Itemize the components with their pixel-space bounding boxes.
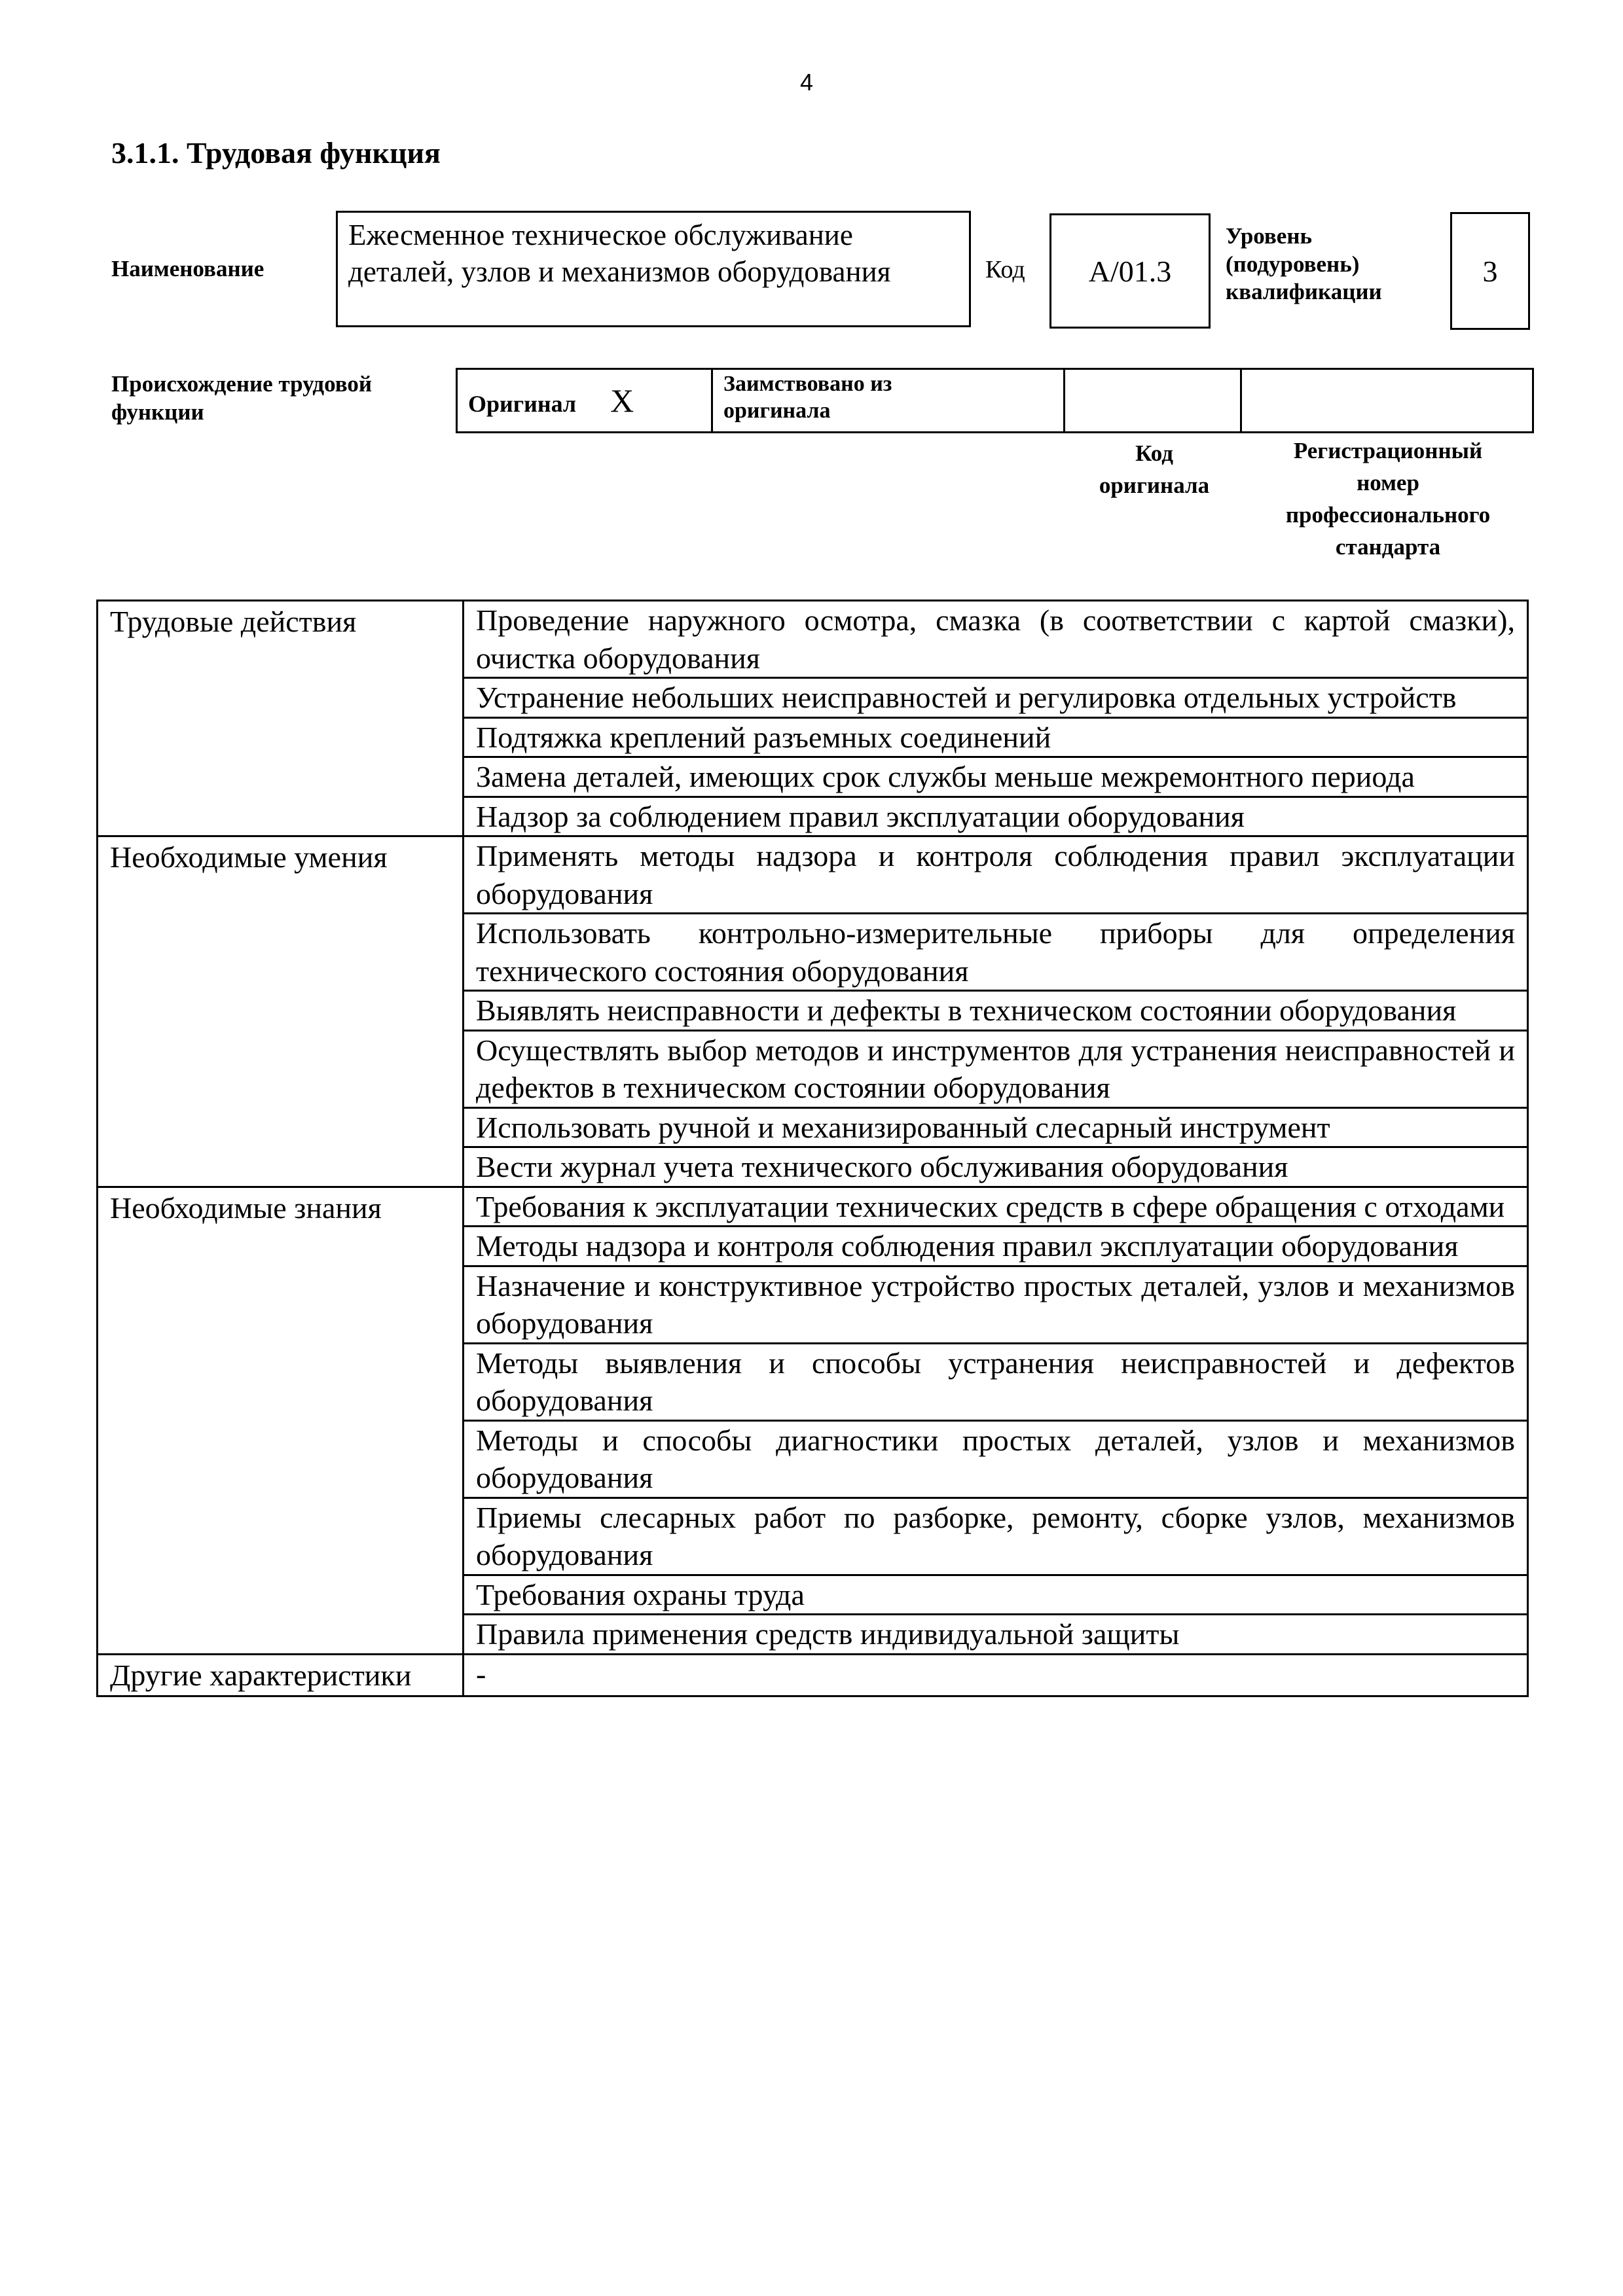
- level-label-line: Уровень: [1226, 223, 1313, 249]
- origin-table: [456, 368, 1534, 433]
- group-item: Использовать контрольно-измерительные приборы для определения технического состояния оборудования: [464, 914, 1528, 991]
- group-item: Замена деталей, имеющих срок службы меньше межремонтного периода: [464, 757, 1528, 797]
- group-item: Вести журнал учета технического обслуживания оборудования: [464, 1147, 1528, 1187]
- level-label-line: (подуровень): [1226, 251, 1360, 277]
- borrowed-label-line: оригинала: [723, 398, 831, 423]
- group-item: Устранение небольших неисправностей и регулировка отдельных устройств: [464, 678, 1528, 718]
- group-item: Приемы слесарных работ по разборке, ремонту, сборке узлов, механизмов оборудования: [464, 1498, 1528, 1575]
- name-value-box: [336, 211, 971, 327]
- group-item: -: [464, 1654, 1528, 1696]
- group-item: Осуществлять выбор методов и инструментов для устранения неисправностей и дефектов в техническом состоянии оборудования: [464, 1030, 1528, 1107]
- page-number: 4: [800, 69, 814, 96]
- level-label-line: квалификации: [1226, 279, 1382, 305]
- origin-label-line: функции: [111, 399, 204, 425]
- name-value: Ежесменное техническое обслуживание деталей, узлов и механизмов оборудования: [348, 219, 891, 289]
- caption-line: оригинала: [1099, 473, 1210, 498]
- group-item: Применять методы надзора и контроля соблюдения правил эксплуатации оборудования: [464, 836, 1528, 914]
- origin-borrowed-cell: [712, 369, 1065, 433]
- group-item: Использовать ручной и механизированный слесарный инструмент: [464, 1107, 1528, 1147]
- code-value-box: [1049, 213, 1211, 329]
- group-title: Трудовые действия: [98, 601, 464, 836]
- origin-reg-cell: [1241, 369, 1533, 433]
- caption-original-code: [1066, 437, 1243, 501]
- origin-label-line: Происхождение трудовой: [111, 371, 373, 397]
- group-item: Требования к эксплуатации технических средств в сфере обращения с отходами: [464, 1187, 1528, 1227]
- origin-label: [111, 370, 372, 426]
- level-label: [1226, 223, 1382, 306]
- group-title: Необходимые умения: [98, 836, 464, 1187]
- group-item: Методы и способы диагностики простых деталей, узлов и механизмов оборудования: [464, 1420, 1528, 1498]
- level-value: 3: [1482, 254, 1498, 288]
- original-label: Оригинал: [468, 391, 577, 417]
- group-item: Правила применения средств индивидуальной защиты: [464, 1615, 1528, 1655]
- borrowed-label-line: Заимствовано из: [723, 372, 892, 396]
- origin-original-cell: [457, 369, 712, 433]
- group-item: Назначение и конструктивное устройство простых деталей, узлов и механизмов оборудования: [464, 1266, 1528, 1343]
- group-item: Выявлять неисправности и дефекты в техническом состоянии оборудования: [464, 991, 1528, 1031]
- group-title: Необходимые знания: [98, 1187, 464, 1654]
- group-item: Надзор за соблюдением правил эксплуатации оборудования: [464, 797, 1528, 836]
- function-details-table: [96, 600, 1529, 1697]
- code-value: A/01.3: [1088, 254, 1172, 288]
- caption-registration-number: [1244, 435, 1532, 563]
- table-row: [98, 1187, 1528, 1227]
- group-title: Другие характеристики: [98, 1654, 464, 1696]
- caption-line: Регистрационный: [1293, 438, 1483, 463]
- table-row: [98, 1654, 1528, 1696]
- group-item: Проведение наружного осмотра, смазка (в соответствии с картой смазки), очистка оборудования: [464, 601, 1528, 678]
- table-row: [98, 836, 1528, 914]
- origin-code-cell: [1065, 369, 1241, 433]
- caption-line: стандарта: [1335, 534, 1441, 560]
- table-row: [98, 601, 1528, 678]
- group-item: Методы надзора и контроля соблюдения правил эксплуатации оборудования: [464, 1227, 1528, 1266]
- group-item: Подтяжка креплений разъемных соединений: [464, 717, 1528, 757]
- section-title: 3.1.1. Трудовая функция: [111, 136, 441, 170]
- caption-line: Код: [1135, 440, 1173, 466]
- code-label: Код: [985, 256, 1025, 283]
- group-item: Методы выявления и способы устранения неисправностей и дефектов оборудования: [464, 1343, 1528, 1420]
- level-value-box: [1450, 212, 1530, 330]
- original-mark: X: [610, 382, 634, 419]
- group-item: Требования охраны труда: [464, 1575, 1528, 1615]
- caption-line: профессионального: [1285, 502, 1491, 528]
- name-label: Наименование: [111, 256, 264, 281]
- caption-line: номер: [1357, 470, 1419, 495]
